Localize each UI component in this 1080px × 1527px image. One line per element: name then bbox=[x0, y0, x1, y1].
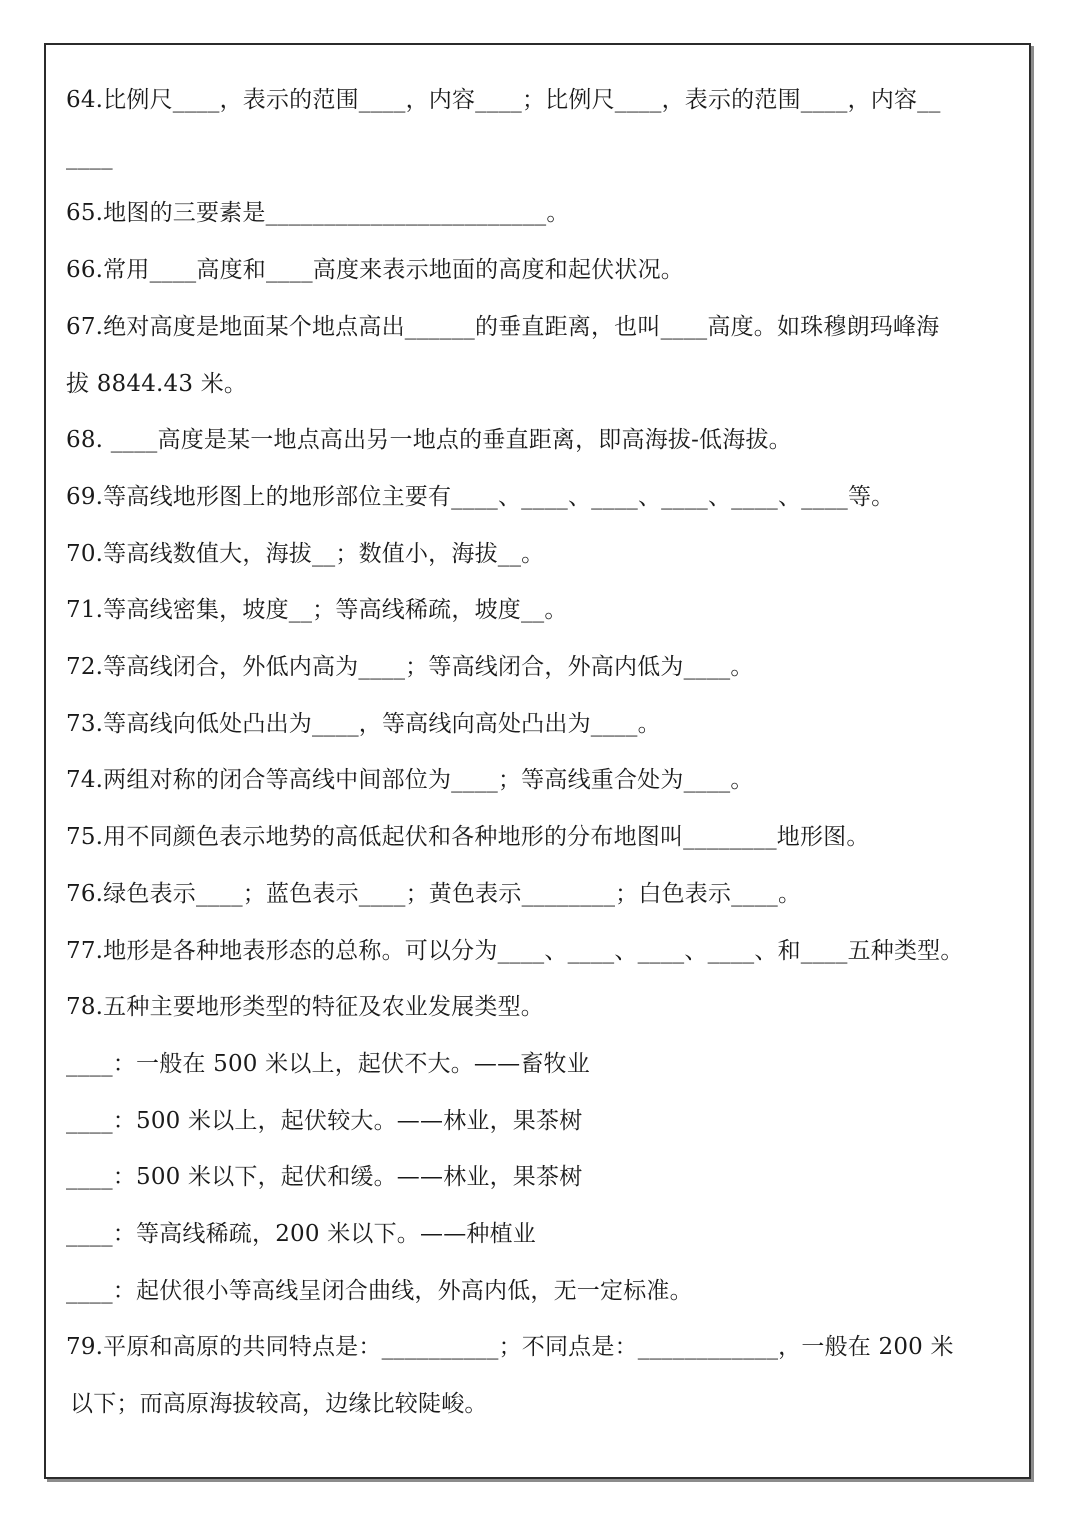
question-74: 74.两组对称的闭合等高线中间部位为____；等高线重合处为____。 bbox=[66, 767, 754, 794]
question-78-item-3: ____：500 米以下，起伏和缓。——林业，果茶树 bbox=[66, 1164, 583, 1191]
worksheet-body bbox=[66, 72, 1018, 1433]
question-78-item-1: ____：一般在 500 米以上，起伏不大。——畜牧业 bbox=[66, 1050, 590, 1077]
question-75: 75.用不同颜色表示地势的高低起伏和各种地形的分布地图叫________地形图。 bbox=[66, 824, 870, 851]
question-79-continued: 以下；而高原海拔较高，边缘比较陡峻。 bbox=[70, 1391, 488, 1418]
question-78-item-5: ____：起伏很小等高线呈闭合曲线，外高内低，无一定标准。 bbox=[66, 1277, 693, 1304]
question-67-continued: 拔 8844.43 米。 bbox=[66, 370, 248, 397]
question-69: 69.等高线地形图上的地形部位主要有____、____、____、____、____、____等。 bbox=[66, 483, 895, 510]
question-71: 71.等高线密集，坡度__；等高线稀疏，坡度__。 bbox=[66, 597, 568, 624]
question-64-continued: ____ bbox=[66, 143, 113, 170]
question-78-item-4: ____：等高线稀疏，200 米以下。——种植业 bbox=[66, 1221, 537, 1248]
question-78-item-2: ____：500 米以上，起伏较大。——林业，果茶树 bbox=[66, 1107, 583, 1134]
question-68: 68. ____高度是某一地点高出另一地点的垂直距离，即高海拔-低海拔。 bbox=[66, 427, 792, 454]
question-65: 65.地图的三要素是________________________。 bbox=[66, 200, 570, 227]
question-73: 73.等高线向低处凸出为____，等高线向高处凸出为____。 bbox=[66, 710, 661, 737]
question-67: 67.绝对高度是地面某个地点高出______的垂直距离，也叫____高度。如珠穆朗玛峰海 bbox=[66, 313, 940, 340]
question-78: 78.五种主要地形类型的特征及农业发展类型。 bbox=[66, 994, 544, 1021]
question-72: 72.等高线闭合，外低内高为____；等高线闭合，外高内低为____。 bbox=[66, 654, 754, 681]
question-76: 76.绿色表示____；蓝色表示____；黄色表示________；白色表示____。 bbox=[66, 880, 802, 907]
question-66: 66.常用____高度和____高度来表示地面的高度和起伏状况。 bbox=[66, 257, 684, 284]
question-64: 64.比例尺____，表示的范围____，内容____；比例尺____，表示的范围____，内容__ bbox=[66, 87, 941, 113]
question-79: 79.平原和高原的共同特点是：__________；不同点是：____________，一般在 200 米 bbox=[66, 1334, 954, 1361]
question-70: 70.等高线数值大，海拔__；数值小，海拔__。 bbox=[66, 540, 545, 567]
question-77: 77.地形是各种地表形态的总称。可以分为____、____、____、____、和____五种类型。 bbox=[66, 937, 964, 964]
